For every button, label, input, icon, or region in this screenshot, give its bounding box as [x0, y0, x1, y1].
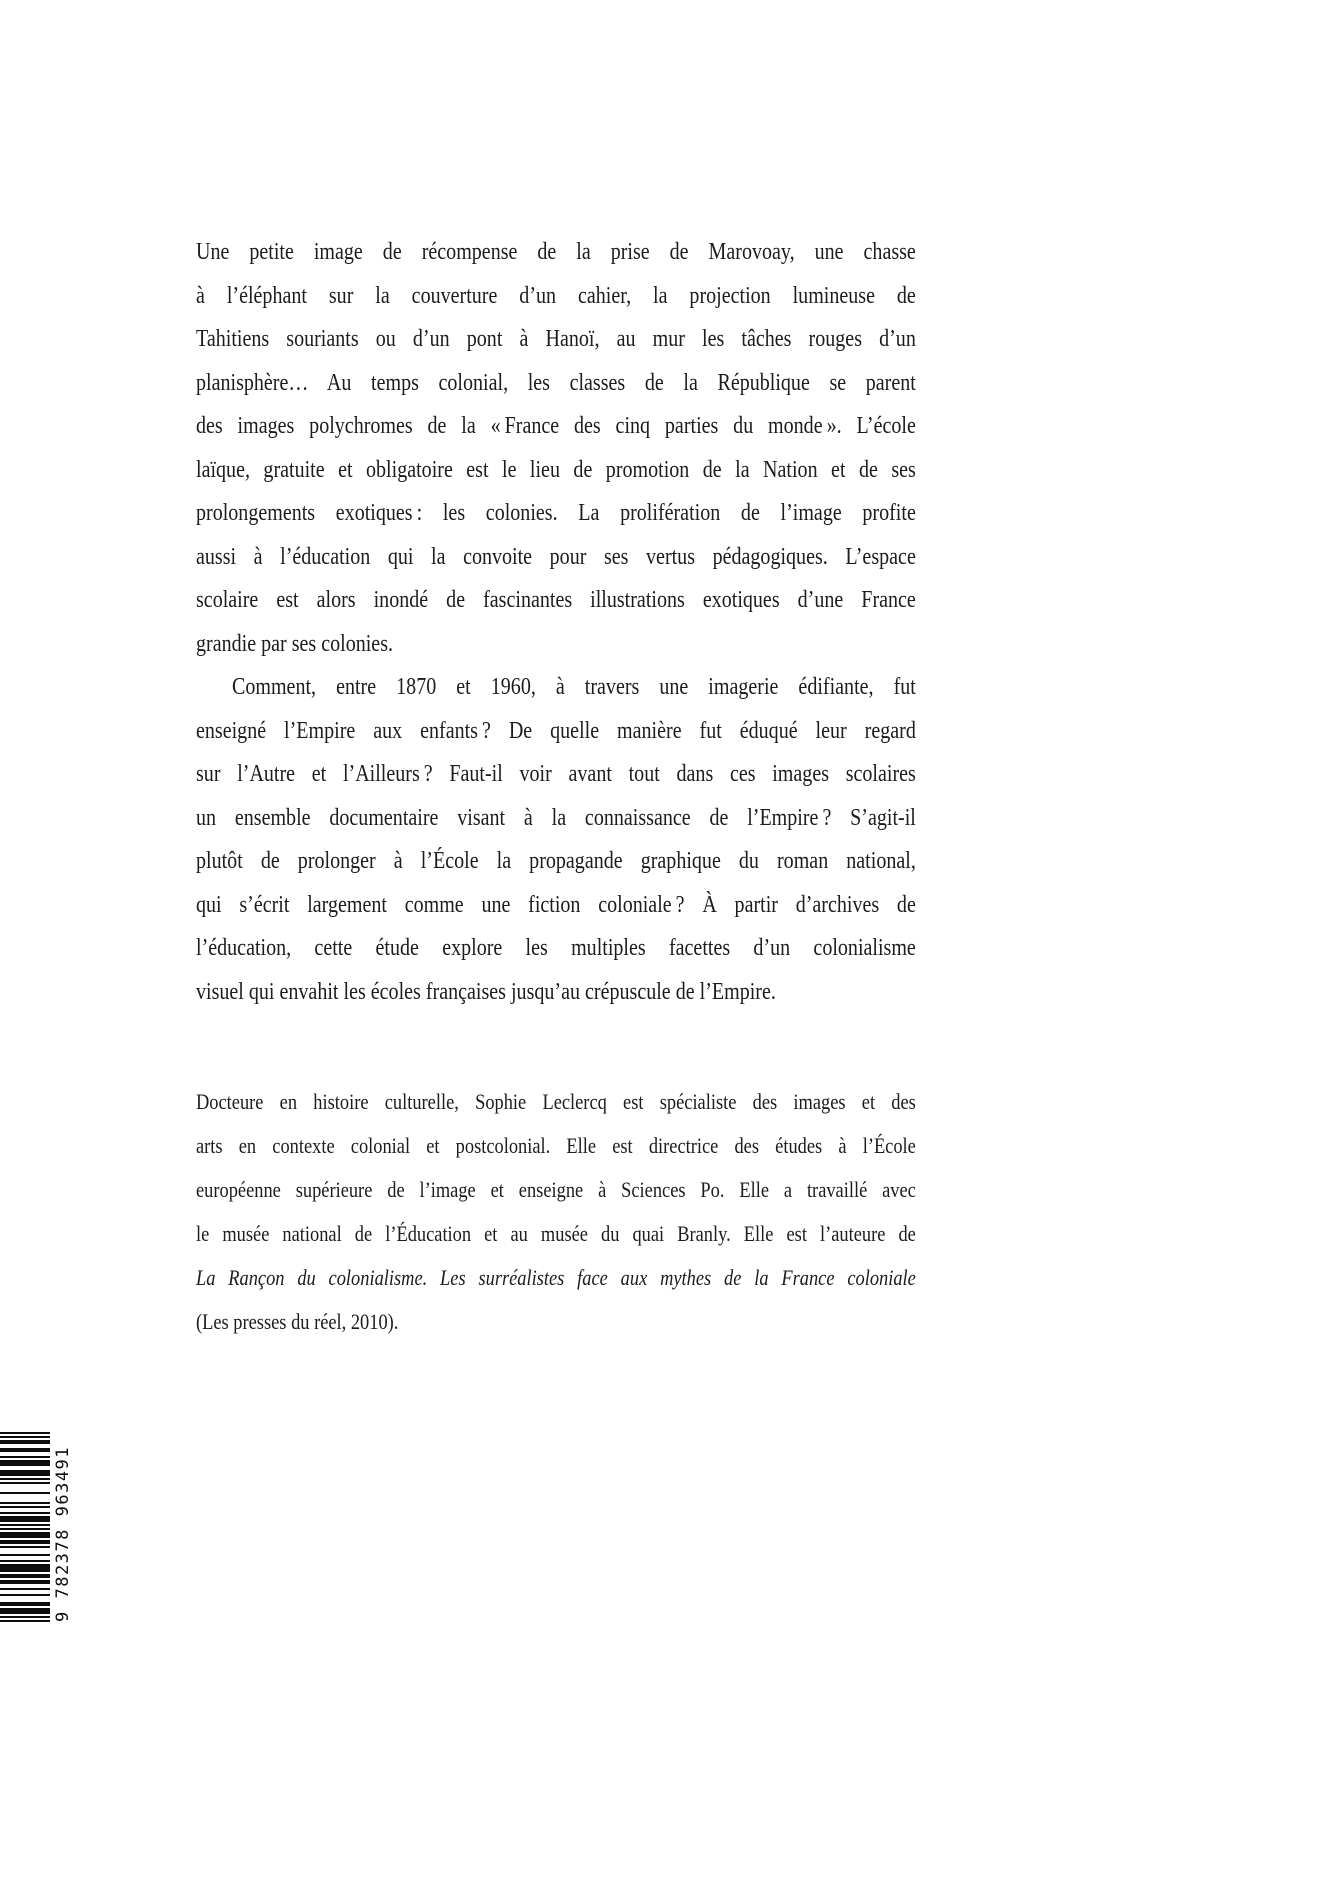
bio-line: Docteure en histoire culturelle, Sophie Leclercq est spécialiste des images et des: [196, 1089, 916, 1114]
synopsis-line: Tahitiens souriants ou d’un pont à Hanoï, au mur les tâches rouges d’un: [196, 325, 916, 352]
bio-line: le musée national de l’Éducation et au musée du quai Branly. Elle est l’auteure de: [196, 1221, 916, 1246]
synopsis-line: visuel qui envahit les écoles françaises jusqu’au crépuscule de l’Empire.: [196, 977, 776, 1005]
synopsis-line: aussi à l’éducation qui la convoite pour ses vertus pédagogiques. L’espace: [196, 542, 916, 570]
synopsis-line: enseigné l’Empire aux enfants ? De quelle manière fut éduqué leur regard: [196, 716, 916, 744]
barcode-bar: [0, 1620, 50, 1622]
bio-line: arts en contexte colonial et postcolonial. Elle est directrice des études à l’École: [196, 1133, 916, 1158]
bio-line: La Rançon du colonialisme. Les surréalistes face aux mythes de la France coloniale: [196, 1265, 916, 1290]
synopsis-line: scolaire est alors inondé de fascinantes illustrations exotiques d’une France: [196, 586, 916, 613]
bio-line: européenne supérieure de l’image et enseigne à Sciences Po. Elle a travaillé avec: [196, 1177, 916, 1202]
bio-line: (Les presses du réel, 2010).: [196, 1309, 399, 1334]
synopsis-line: Comment, entre 1870 et 1960, à travers une imagerie édifiante, fut: [231, 673, 916, 700]
isbn-barcode: [0, 1432, 78, 1622]
synopsis-line: sur l’Autre et l’Ailleurs ? Faut-il voir avant tout dans ces images scolaires: [196, 760, 916, 787]
synopsis-line: des images polychromes de la « France des cinq parties du monde ». L’école: [196, 412, 916, 439]
synopsis-line: l’éducation, cette étude explore les multiples facettes d’un colonialisme: [196, 934, 916, 961]
synopsis-line: prolongements exotiques : les colonies. La prolifération de l’image profite: [196, 499, 916, 526]
synopsis-line: à l’éléphant sur la couverture d’un cahier, la projection lumineuse de: [196, 281, 916, 309]
barcode-number: 9 782378 963491: [53, 1445, 73, 1622]
barcode-bars: [0, 1432, 50, 1622]
synopsis-line: plutôt de prolonger à l’École la propagande graphique du roman national,: [196, 847, 916, 874]
author-bio-text: [196, 1080, 916, 1344]
synopsis-line: un ensemble documentaire visant à la connaissance de l’Empire ? S’agit-il: [196, 803, 916, 831]
synopsis-text: [196, 230, 916, 1013]
synopsis-line: laïque, gratuite et obligatoire est le lieu de promotion de la Nation et de ses: [196, 455, 916, 483]
synopsis-line: planisphère… Au temps colonial, les classes de la République se parent: [196, 368, 916, 396]
synopsis-line: qui s’écrit largement comme une fiction coloniale ? À partir d’archives de: [196, 890, 916, 918]
synopsis-line: grandie par ses colonies.: [196, 629, 394, 657]
synopsis-line: Une petite image de récompense de la prise de Marovoay, une chasse: [196, 238, 916, 265]
